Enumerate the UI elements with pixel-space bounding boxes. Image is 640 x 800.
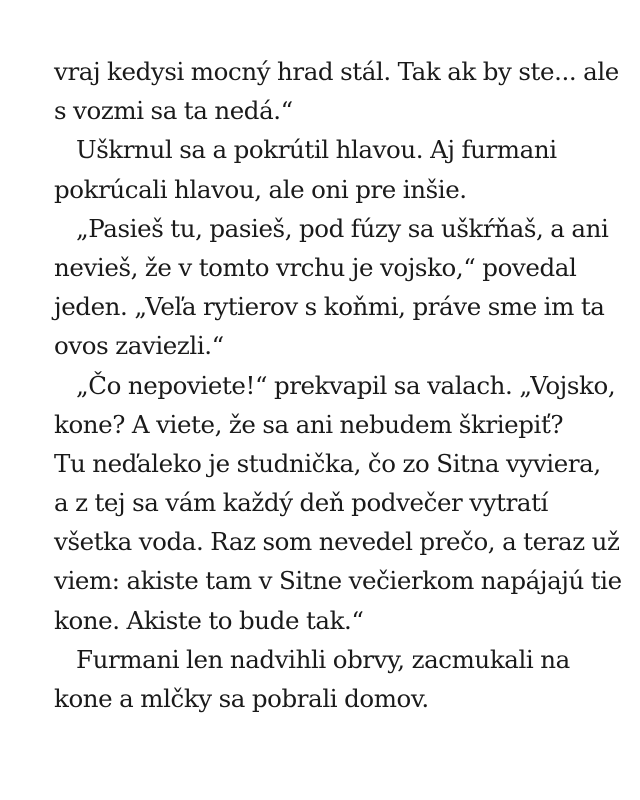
text-line: vraj kedysi mocný hrad stál. Tak ak by ste... ale <box>54 57 619 86</box>
text-line: kone a mlčky sa pobrali domov. <box>54 684 429 713</box>
text-line: kone. Akiste to bude tak.“ <box>54 605 364 635</box>
text-line: „Pasieš tu, pasieš, pod fúzy sa uškŕňaš, a ani <box>76 213 609 243</box>
text-line: viem: akiste tam v Sitne večierkom napájajú tie <box>54 566 622 596</box>
text-line: a z tej sa vám každý deň podvečer vytratí <box>54 488 548 518</box>
text-line: s vozmi sa ta nedá.“ <box>54 96 293 126</box>
text-line: všetka voda. Raz som nevedel prečo, a teraz už <box>54 527 620 557</box>
text-line: „Čo nepoviete!“ prekvapil sa valach. „Vojsko, <box>76 370 616 400</box>
paragraph <box>54 640 614 718</box>
text-line: kone? A viete, že sa ani nebudem škriepiť? <box>54 409 564 439</box>
paragraph <box>54 366 622 640</box>
text-line: ovos zaviezli.“ <box>54 331 224 361</box>
text-line: Furmani len nadvihli obrvy, zacmukali na <box>76 644 570 674</box>
text-line: Uškrnul sa a pokrútil hlavou. Aj furmani <box>76 135 557 165</box>
text-line: Tu neďaleko je studnička, čo zo Sitna vyviera, <box>54 448 601 478</box>
paragraph <box>54 52 619 130</box>
text-line: nevieš, že v tomto vrchu je vojsko,“ povedal <box>54 252 577 282</box>
paragraph <box>54 130 614 208</box>
page-text <box>54 52 622 718</box>
paragraph <box>54 209 614 366</box>
text-line: jeden. „Veľa rytierov s koňmi, práve sme im ta <box>54 292 605 322</box>
text-line: pokrúcali hlavou, ale oni pre inšie. <box>54 174 467 204</box>
